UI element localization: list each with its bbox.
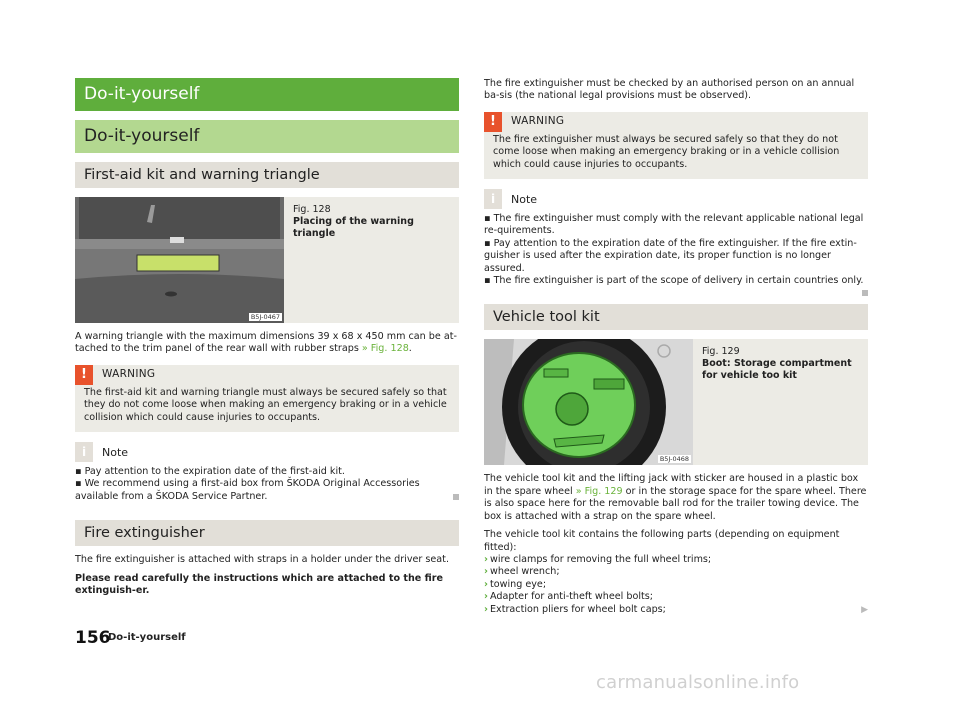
list-item	[484, 554, 868, 566]
chevron-right-icon: ›	[484, 591, 488, 603]
figure-129	[484, 339, 868, 465]
part-text: towing eye;	[489, 578, 547, 590]
list-item	[484, 591, 868, 603]
footer-label: Do-it-yourself	[108, 632, 186, 643]
fig-128-link[interactable]: » Fig. 128	[361, 343, 409, 355]
subsection-fire: Fire extinguisher	[75, 520, 459, 546]
watermark: carmanualsonline.info	[596, 672, 800, 693]
note-header-fire	[484, 189, 868, 209]
paragraph-triangle-end: .	[408, 343, 412, 355]
left-column	[75, 78, 459, 597]
part-text: wheel wrench;	[489, 566, 560, 578]
warning-box-fire	[484, 112, 868, 179]
info-icon: i	[75, 442, 93, 462]
continue-arrow-icon: ▶	[861, 604, 868, 615]
chapter-header: Do-it-yourself	[75, 78, 459, 111]
figure-129-caption	[702, 346, 862, 382]
section-header: Do-it-yourself	[75, 120, 459, 153]
figure-128-caption	[293, 204, 453, 240]
figure-129-photo	[484, 339, 693, 465]
part-text: wire clamps for removing the full wheel trims;	[489, 553, 712, 565]
chevron-right-icon: ›	[484, 578, 488, 590]
figure-129-tag: B5J-0468	[659, 455, 689, 464]
paragraph-parts: The vehicle tool kit contains the following parts (depending on equipment fitted):	[484, 529, 840, 553]
right-column	[484, 78, 868, 616]
note-item-text: Pay attention to the expiration date of the first-aid kit.	[84, 466, 345, 478]
paragraph-tool-text-2: or in the storage space for the spare wheel. There is also space here for the removable ball rod for the trailer towing device. The box is attached with a strap on the spare wheel.	[484, 485, 867, 522]
chevron-right-icon: ›	[484, 603, 488, 615]
subsection-first-aid: First-aid kit and warning triangle	[75, 162, 459, 188]
part-text: Adapter for anti-theft wheel bolts;	[489, 591, 653, 603]
warning-box-first-aid	[75, 365, 459, 432]
part-text: Extraction pliers for wheel bolt caps;	[489, 603, 666, 615]
chevron-right-icon: ›	[484, 566, 488, 578]
figure-128-number: Fig. 128	[293, 204, 331, 215]
paragraph-tool-text-1: The vehicle tool kit and the lifting jack with sticker are housed in a plastic box in the spare wheel	[484, 473, 859, 497]
note-item-text: We recommend using a first-aid box from ŠKODA Original Accessories available from a ŠKODA Service Partner.	[75, 478, 420, 502]
warning-icon: !	[75, 365, 93, 385]
paragraph-tool-kit	[484, 473, 868, 523]
list-item	[484, 566, 868, 578]
list-item: ▪ Pay attention to the expiration date of the fire extinguisher. If the fire extin-guisher is used after the expiration date, its proper function is no longer assured.	[484, 237, 857, 274]
warning-text: The first-aid kit and warning triangle must always be secured safely so that they do not come loose when making an emergency braking or in a vehicle collision which could cause injuries to occupants.	[84, 386, 447, 423]
list-item: ▪ We recommend using a first-aid box from ŠKODA Original Accessories available from a ŠKODA Service Partner.	[75, 478, 459, 503]
figure-128-tag: B5J-0467	[250, 313, 280, 321]
paragraph-fire: The fire extinguisher is attached with straps in a holder under the driver seat.	[75, 554, 449, 566]
paragraph-triangle	[75, 331, 459, 356]
figure-129-title: Boot: Storage compartment for vehicle too kit	[702, 358, 852, 382]
list-item: ▪ The fire extinguisher must comply with the relevant applicable national legal re-quirements.	[484, 213, 864, 237]
end-marker-icon	[453, 494, 459, 500]
note-title: Note	[102, 446, 129, 460]
note-item-text: The fire extinguisher is part of the scope of delivery in certain countries only.	[493, 275, 864, 287]
note-item-text: Pay attention to the expiration date of the fire extinguisher. If the fire extin-guisher is used after the expiration date, its proper function is no longer assured.	[484, 237, 857, 274]
warning-icon: !	[484, 112, 502, 132]
note-list-fire	[484, 213, 868, 287]
figure-128-title: Placing of the warning triangle	[293, 216, 414, 239]
note-list-first-aid	[75, 466, 459, 503]
note-header-first-aid	[75, 442, 459, 462]
paragraph-fire-bold: Please read carefully the instructions which are attached to the fire extinguish-er.	[75, 572, 443, 597]
note-title: Note	[511, 193, 538, 207]
fig-129-link[interactable]: » Fig. 129	[575, 485, 623, 497]
warning-text: The fire extinguisher must always be secured safely so that they do not come loose when making an emergency braking or in a vehicle collision which could cause injuries to occupants.	[493, 133, 840, 170]
warning-title: WARNING	[102, 367, 156, 380]
figure-129-number: Fig. 129	[702, 346, 740, 358]
page-number: 156	[75, 628, 111, 648]
chevron-right-icon: ›	[484, 553, 488, 565]
list-item	[484, 604, 868, 616]
subsection-tool-kit: Vehicle tool kit	[484, 304, 868, 330]
figure-128-photo	[75, 197, 284, 323]
note-item-text: The fire extinguisher must comply with the relevant applicable national legal re-quirements.	[484, 213, 864, 237]
parts-list	[484, 554, 868, 616]
end-marker-icon	[862, 290, 868, 296]
paragraph-triangle-text: A warning triangle with the maximum dimensions 39 x 68 x 450 mm can be at-tached to the trim panel of the rear wall with rubber straps	[75, 331, 457, 355]
info-icon: i	[484, 189, 502, 209]
list-item	[484, 579, 868, 591]
paragraph-check: The fire extinguisher must be checked by an authorised person on an annual ba-sis (the national legal provisions must be observed).	[484, 78, 855, 102]
figure-128	[75, 197, 459, 323]
list-item: ▪ Pay attention to the expiration date of the first-aid kit.	[75, 466, 345, 478]
list-item: ▪ The fire extinguisher is part of the scope of delivery in certain countries only.	[484, 275, 868, 287]
warning-title: WARNING	[511, 114, 565, 127]
